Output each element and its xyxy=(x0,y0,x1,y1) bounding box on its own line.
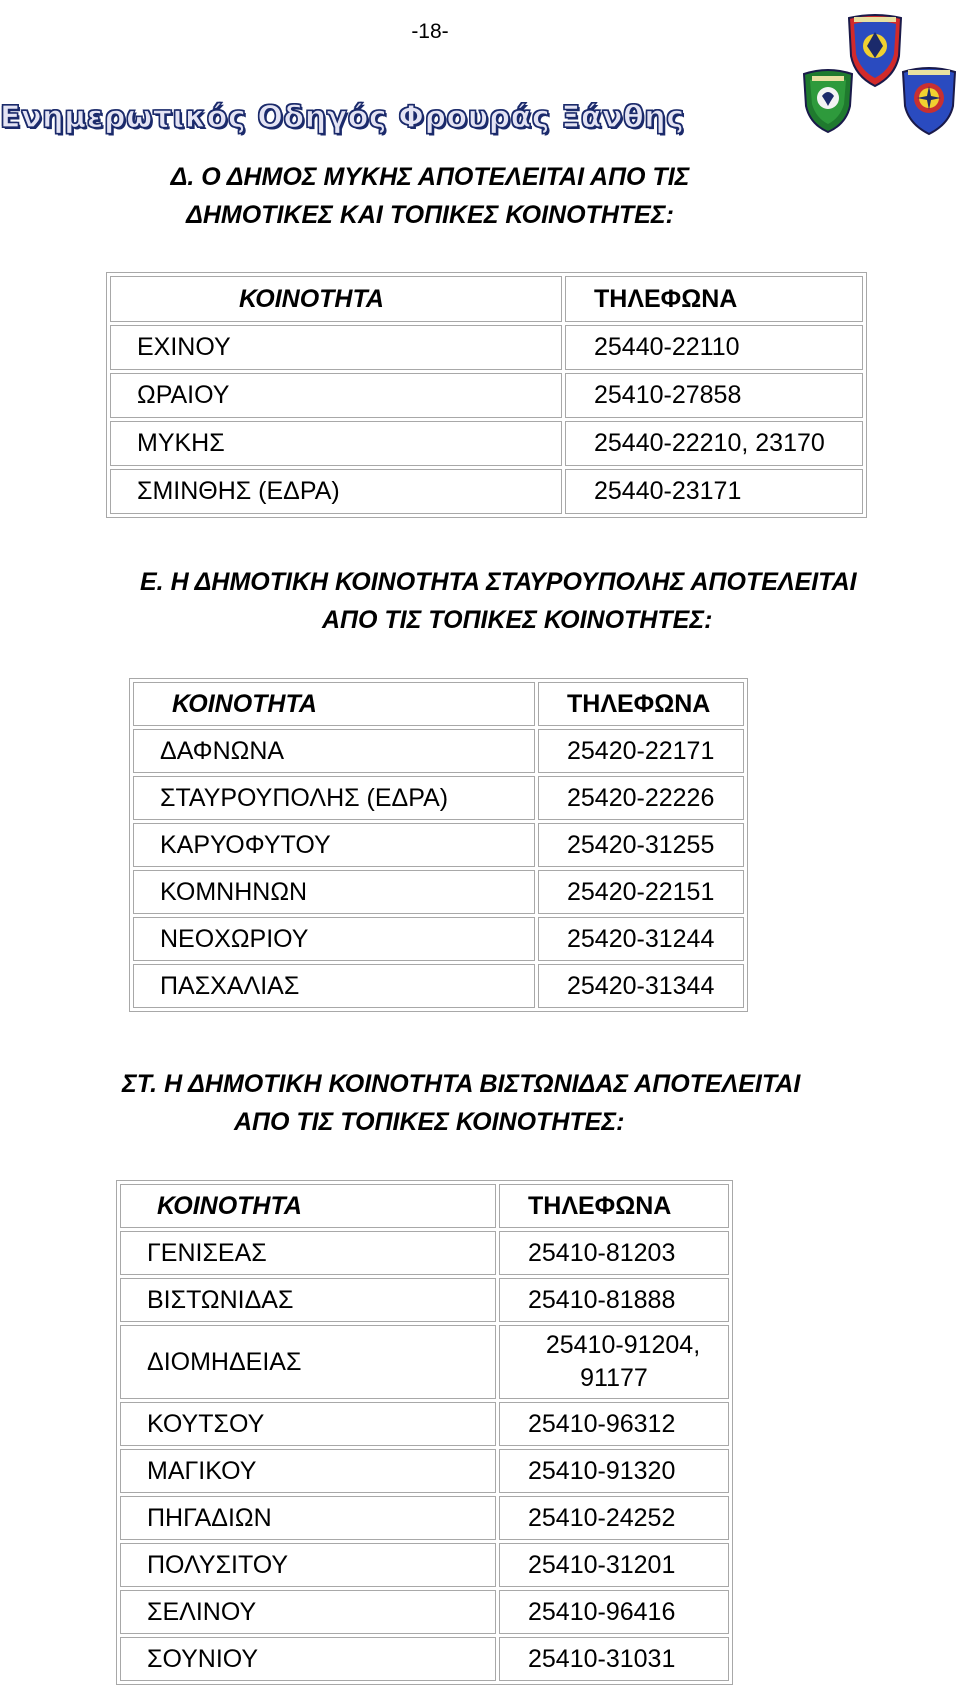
section-st-heading xyxy=(122,1065,942,1141)
section-d-heading xyxy=(0,158,860,234)
community-cell: ΣΕΛΙΝΟΥ xyxy=(120,1590,496,1634)
section-st-heading-line1: ΣΤ. Η ΔΗΜΟΤΙΚΗ ΚΟΙΝΟΤΗΤΑ ΒΙΣΤΩΝΙΔΑΣ ΑΠΟΤΕΛΕΙΤΑΙ xyxy=(122,1070,801,1098)
phones-cell: 25420-31244 xyxy=(538,917,744,961)
community-cell: ΚΑΡΥΟΦΥΤΟΥ xyxy=(133,823,535,867)
table-row xyxy=(120,1402,729,1446)
phones-cell: 25410-31031 xyxy=(499,1637,729,1681)
phones-cell: 25410-96312 xyxy=(499,1402,729,1446)
table-row xyxy=(110,373,863,418)
table-row xyxy=(110,421,863,466)
phones-cell: 25440-22110 xyxy=(565,325,863,370)
community-cell: ΚΟΜΝΗΝΩΝ xyxy=(133,870,535,914)
table-row xyxy=(110,325,863,370)
community-cell: ΠΗΓΑΔΙΩΝ xyxy=(120,1496,496,1540)
table-header-row xyxy=(120,1184,729,1228)
phones-cell: 25440-23171 xyxy=(565,469,863,514)
community-cell: ΚΟΥΤΣΟΥ xyxy=(120,1402,496,1446)
table-row xyxy=(133,823,744,867)
table-row xyxy=(120,1543,729,1587)
community-cell: ΒΙΣΤΩΝΙΔΑΣ xyxy=(120,1278,496,1322)
column-header-community: ΚΟΙΝΟΤΗΤΑ xyxy=(120,1184,496,1228)
phones-cell: 25420-31255 xyxy=(538,823,744,867)
phones-line2: 91177 xyxy=(580,1364,648,1392)
phones-cell: 25440-22210, 23170 xyxy=(565,421,863,466)
community-cell: ΔΙΟΜΗΔΕΙΑΣ xyxy=(120,1325,496,1399)
emblems xyxy=(796,10,960,140)
community-cell: ΣΟΥΝΙΟΥ xyxy=(120,1637,496,1681)
table-row xyxy=(133,729,744,773)
community-cell: ΣΜΙΝΘΗΣ (ΕΔΡΑ) xyxy=(110,469,562,514)
section-d-table xyxy=(106,272,867,518)
community-cell: ΝΕΟΧΩΡΙΟΥ xyxy=(133,917,535,961)
phones-cell: 25420-22226 xyxy=(538,776,744,820)
phones-cell: 25410-31201 xyxy=(499,1543,729,1587)
table-header-row xyxy=(133,682,744,726)
community-cell: ΩΡΑΙΟΥ xyxy=(110,373,562,418)
community-cell: ΠΑΣΧΑΛΙΑΣ xyxy=(133,964,535,1008)
section-st-heading-line2: ΑΠΟ ΤΙΣ ΤΟΠΙΚΕΣ ΚΟΙΝΟΤΗΤΕΣ: xyxy=(234,1108,625,1136)
table-row xyxy=(133,870,744,914)
column-header-phones: ΤΗΛΕΦΩΝΑ xyxy=(499,1184,729,1228)
community-cell: ΠΟΛΥΣΙΤΟΥ xyxy=(120,1543,496,1587)
table-header-row xyxy=(110,276,863,322)
section-e-table xyxy=(129,678,748,1012)
phones-cell: 25410-96416 xyxy=(499,1590,729,1634)
shield-emblem-blue-right xyxy=(900,64,958,136)
phones-cell: 25410-91320 xyxy=(499,1449,729,1493)
community-cell: ΣΤΑΥΡΟΥΠΟΛΗΣ (ΕΔΡΑ) xyxy=(133,776,535,820)
section-d-heading-line1: Δ. Ο ΔΗΜΟΣ ΜΥΚΗΣ ΑΠΟΤΕΛΕΙΤΑΙ ΑΠΟ ΤΙΣ xyxy=(170,163,690,191)
column-header-phones: ΤΗΛΕΦΩΝΑ xyxy=(538,682,744,726)
section-e-heading-line2: ΑΠΟ ΤΙΣ ΤΟΠΙΚΕΣ ΚΟΙΝΟΤΗΤΕΣ: xyxy=(322,606,713,634)
phones-cell: 25410-24252 xyxy=(499,1496,729,1540)
column-header-community: ΚΟΙΝΟΤΗΤΑ xyxy=(133,682,535,726)
section-d-heading-line2: ΔΗΜΟΤΙΚΕΣ ΚΑΙ ΤΟΠΙΚΕΣ ΚΟΙΝΟΤΗΤΕΣ: xyxy=(186,201,674,229)
section-e-heading-line1: Ε. Η ΔΗΜΟΤΙΚΗ ΚΟΙΝΟΤΗΤΑ ΣΤΑΥΡΟΥΠΟΛΗΣ ΑΠΟΤΕΛΕΙΤΑΙ xyxy=(140,568,857,596)
phones-cell: 25420-31344 xyxy=(538,964,744,1008)
community-cell: ΔΑΦΝΩΝΑ xyxy=(133,729,535,773)
section-e-heading xyxy=(140,563,940,639)
table-row xyxy=(120,1325,729,1399)
table-row xyxy=(120,1496,729,1540)
table-row xyxy=(120,1231,729,1275)
phones-cell xyxy=(499,1325,729,1399)
shield-emblem-blue-top xyxy=(846,12,904,88)
column-header-phones: ΤΗΛΕΦΩΝΑ xyxy=(565,276,863,322)
column-header-community: ΚΟΙΝΟΤΗΤΑ xyxy=(110,276,562,322)
community-cell: ΜΥΚΗΣ xyxy=(110,421,562,466)
banner-title: Ενημερωτικός Οδηγός Φρουράς Ξάνθης xyxy=(0,100,685,135)
phones-cell: 25410-81888 xyxy=(499,1278,729,1322)
phones-cell: 25420-22171 xyxy=(538,729,744,773)
table-row xyxy=(133,917,744,961)
phones-cell: 25410-27858 xyxy=(565,373,863,418)
phones-line1: 25410-91204, xyxy=(545,1331,701,1359)
phones-cell: 25410-81203 xyxy=(499,1231,729,1275)
table-row xyxy=(110,469,863,514)
page-number: -18- xyxy=(411,20,449,43)
table-row xyxy=(133,964,744,1008)
phones-cell: 25420-22151 xyxy=(538,870,744,914)
community-cell: ΓΕΝΙΣΕΑΣ xyxy=(120,1231,496,1275)
community-cell: ΕΧΙΝΟΥ xyxy=(110,325,562,370)
table-row xyxy=(133,776,744,820)
community-cell: ΜΑΓΙΚΟΥ xyxy=(120,1449,496,1493)
table-row xyxy=(120,1278,729,1322)
section-st-table xyxy=(116,1180,733,1685)
table-row xyxy=(120,1449,729,1493)
table-row xyxy=(120,1590,729,1634)
table-row xyxy=(120,1637,729,1681)
